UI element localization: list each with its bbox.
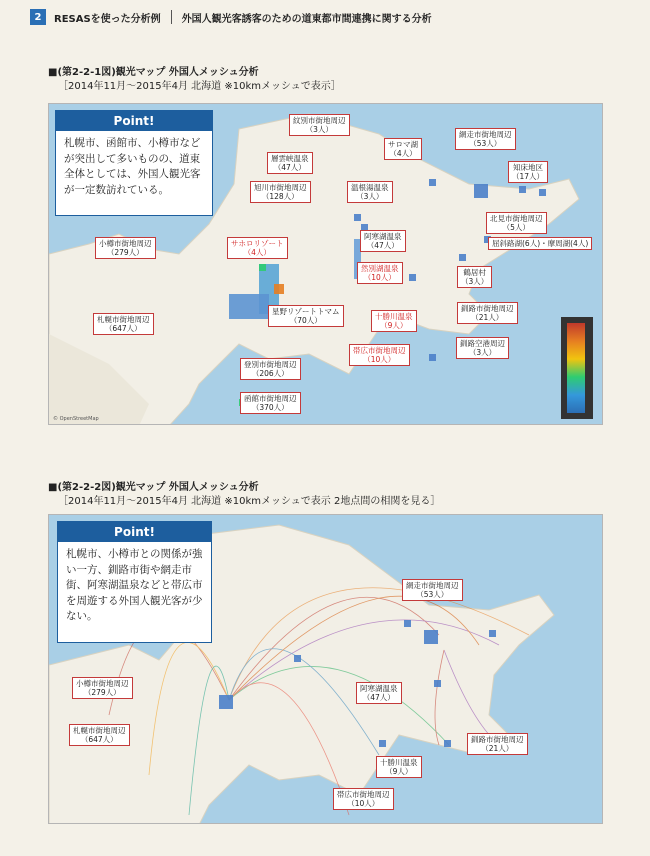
fig1-label: 温根湯温泉 （3人） xyxy=(347,181,393,203)
map-credit: © OpenStreetMap xyxy=(53,416,99,422)
fig1-point-text: 札幌市、函館市、小樽市などが突出して多いものの、道東全体としては、外国人観光客が一定数訪れている。 xyxy=(64,137,201,196)
fig2-title: ■(第2-2-2図)観光マップ 外国人メッシュ分析 xyxy=(48,482,259,493)
fig1-label: 知床地区 （17人） xyxy=(508,161,548,183)
fig1-label: 十勝川温泉 （9人） xyxy=(371,310,417,332)
fig1-label: 紋別市街地周辺 （3人） xyxy=(289,114,350,136)
fig2-subtitle: ［2014年11月～2015年4月 北海道 ※10kmメッシュで表示 2地点間の相関を見る］ xyxy=(58,496,441,507)
fig1-legend xyxy=(567,323,585,413)
mesh-cell xyxy=(459,254,466,261)
fig1-label: 屈斜路湖(6人)・摩周湖(4人) xyxy=(488,237,592,250)
fig1-label: 旭川市街地周辺 （128人） xyxy=(250,181,311,203)
fig1-label: 小樽市街地周辺 （279人） xyxy=(95,237,156,259)
mesh-cell xyxy=(229,294,269,319)
mesh-cell xyxy=(404,620,411,627)
mesh-cell xyxy=(429,354,436,361)
section-label: RESASを使った分析例 xyxy=(54,13,161,25)
header-divider xyxy=(171,10,172,24)
page-header xyxy=(30,8,432,26)
fig2-label: 十勝川温泉 （9人） xyxy=(376,756,422,778)
fig1-label: 然別湖温泉 （10人） xyxy=(357,262,403,284)
fig2-point-text: 札幌市、小樽市との関係が強い一方、釧路市街や網走市街、阿寒湖温泉などと帯広市を周遊する外国人観光客が少ない。 xyxy=(66,548,203,622)
fig1-point-box xyxy=(55,110,213,216)
mesh-cell xyxy=(294,655,301,662)
mesh-cell xyxy=(539,189,546,196)
fig1-label: サホロリゾート （4人） xyxy=(227,237,288,259)
fig1-label: 帯広市街地周辺 （10人） xyxy=(349,344,410,366)
fig1-label: 函館市街地周辺 （370人） xyxy=(240,392,301,414)
fig2-point-title: Point! xyxy=(58,522,211,542)
fig2-label: 阿寒湖温泉 （47人） xyxy=(356,682,402,704)
mesh-cell xyxy=(219,695,233,709)
fig1-label: 札幌市街地周辺 （647人） xyxy=(93,313,154,335)
fig1-label: 釧路市街地周辺 （21人） xyxy=(457,302,518,324)
header-title: 外国人観光客誘客のための道東都市間連携に関する分析 xyxy=(181,13,432,25)
fig1-label: 登別市街地周辺 （206人） xyxy=(240,358,301,380)
mesh-cell xyxy=(489,630,496,637)
fig1-label: サロマ湖 （4人） xyxy=(384,138,422,160)
mesh-cell xyxy=(474,184,488,198)
fig2-label: 釧路市街地周辺 （21人） xyxy=(467,733,528,755)
fig1-label: 層雲峡温泉 （47人） xyxy=(267,152,313,174)
fig1-label: 阿寒湖温泉 （47人） xyxy=(360,230,406,252)
fig2-label: 札幌市街地周辺 （647人） xyxy=(69,724,130,746)
fig1-label: 星野リゾートトマム （70人） xyxy=(268,305,344,327)
mesh-cell xyxy=(429,179,436,186)
mesh-cell-hot xyxy=(274,284,284,294)
mesh-cell xyxy=(444,740,451,747)
section-number: 2 xyxy=(30,9,46,25)
mesh-cell xyxy=(354,214,361,221)
mesh-cell xyxy=(434,680,441,687)
fig1-title: ■(第2-2-1図)観光マップ 外国人メッシュ分析 xyxy=(48,67,259,78)
fig1-label: 鶴居村 （3人） xyxy=(457,266,492,288)
fig1-label: 北見市街地周辺 （5人） xyxy=(486,212,547,234)
mesh-cell xyxy=(259,264,266,271)
fig2-point-box xyxy=(57,521,212,643)
fig1-point-title: Point! xyxy=(56,111,212,131)
mesh-cell xyxy=(424,630,438,644)
mesh-cell xyxy=(379,740,386,747)
mesh-cell xyxy=(519,186,526,193)
fig2-label: 小樽市街地周辺 （279人） xyxy=(72,677,133,699)
fig2-label: 帯広市街地周辺 （10人） xyxy=(333,788,394,810)
fig1-subtitle: ［2014年11月～2015年4月 北海道 ※10kmメッシュで表示］ xyxy=(58,81,341,92)
mesh-cell xyxy=(409,274,416,281)
fig1-label: 網走市街地周辺 （53人） xyxy=(455,128,516,150)
fig2-label: 網走市街地周辺 （53人） xyxy=(402,579,463,601)
fig1-label: 釧路空港周辺 （3人） xyxy=(456,337,509,359)
